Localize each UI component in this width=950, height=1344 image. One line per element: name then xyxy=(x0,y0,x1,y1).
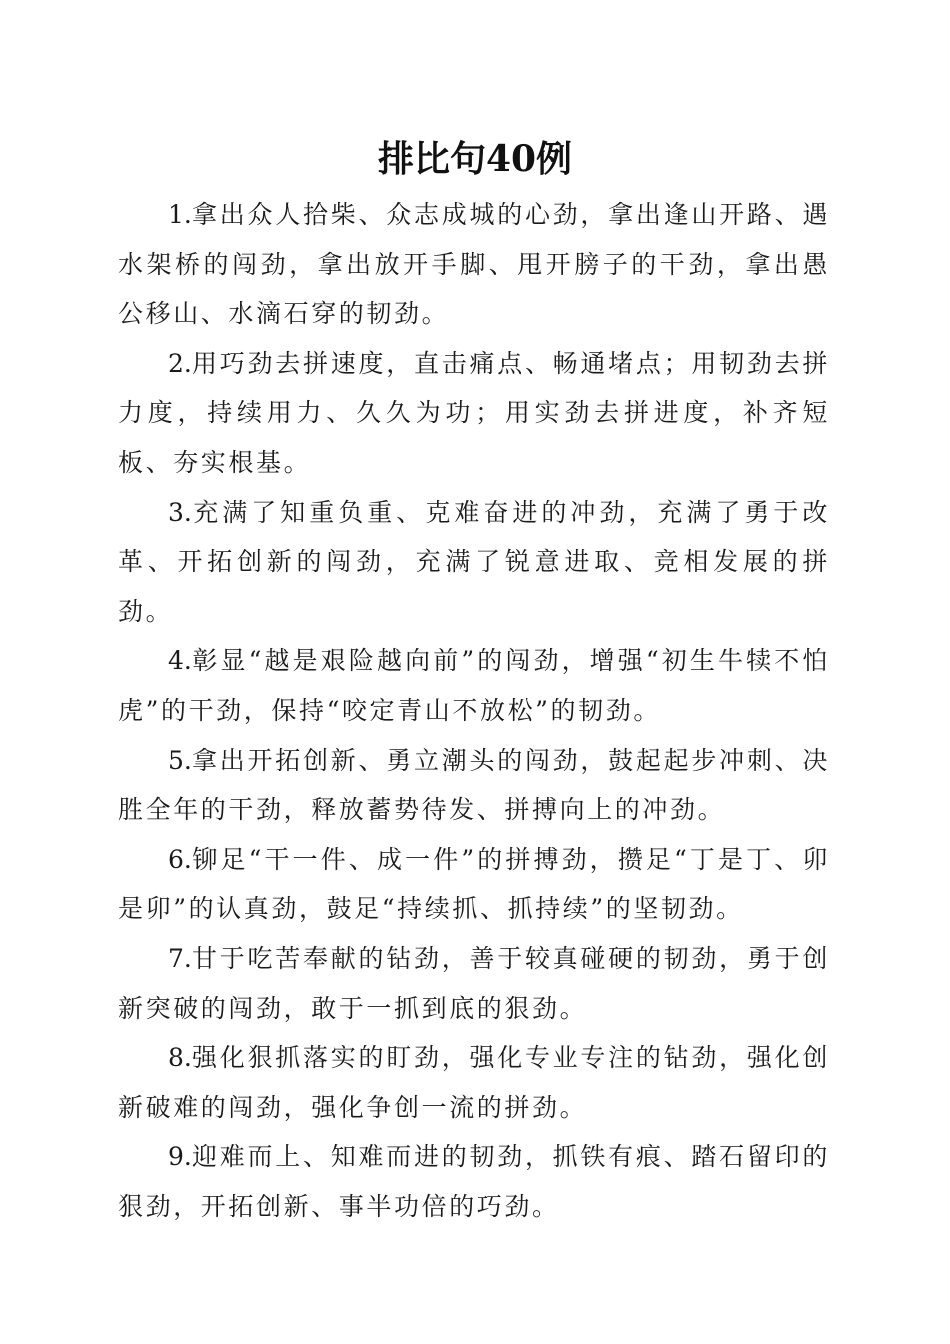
paragraph-text: 彰显“越是艰险越向前”的闯劲，增强“初生牛犊不怕虎”的干劲，保持“咬定青山不放松”的韧劲。 xyxy=(118,646,830,725)
paragraph-number: 8. xyxy=(168,1043,192,1073)
paragraph-number: 3. xyxy=(168,497,192,527)
paragraph-text: 甘于吃苦奉献的钻劲，善于较真碰硬的韧劲，勇于创新突破的闯劲，敢于一抓到底的狠劲。 xyxy=(118,943,830,1023)
paragraph-number: 7. xyxy=(168,943,192,973)
paragraph-text: 拿出众人拾柴、众志成城的心劲，拿出逢山开路、遇水架桥的闯劲，拿出放开手脚、甩开膀子的干劲，拿出愚公移山、水滴石穿的韧劲。 xyxy=(118,200,830,329)
paragraph-number: 2. xyxy=(168,348,192,378)
paragraph-9 xyxy=(118,1132,830,1231)
paragraph-text: 拿出开拓创新、勇立潮头的闯劲，鼓起起步冲刺、决胜全年的干劲，释放蓄势待发、拼搏向上的冲劲。 xyxy=(118,745,830,825)
paragraph-text: 强化狠抓落实的盯劲，强化专业专注的钻劲，强化创新破难的闯劲，强化争创一流的拼劲。 xyxy=(118,1043,830,1122)
document-body xyxy=(118,190,830,1231)
paragraph-text: 用巧劲去拼速度，直击痛点、畅通堵点；用韧劲去拼力度，持续用力、久久为功；用实劲去拼进度，补齐短板、夯实根基。 xyxy=(118,348,830,477)
paragraph-number: 6. xyxy=(168,844,192,874)
paragraph-3 xyxy=(118,488,830,637)
paragraph-text: 铆足“干一件、成一件”的拼搏劲，攒足“丁是丁、卯是卯”的认真劲，鼓足“持续抓、抓持续”的坚韧劲。 xyxy=(118,844,830,924)
paragraph-number: 4. xyxy=(168,646,192,676)
paragraph-number: 1. xyxy=(168,200,192,229)
paragraph-8 xyxy=(118,1033,830,1132)
paragraph-text: 充满了知重负重、克难奋进的冲劲，充满了勇于改革、开拓创新的闯劲，充满了锐意进取、竞相发展的拼劲。 xyxy=(118,497,830,626)
paragraph-number: 9. xyxy=(168,1142,192,1172)
paragraph-5 xyxy=(118,736,830,835)
paragraph-6 xyxy=(118,835,830,934)
paragraph-number: 5. xyxy=(168,745,192,775)
paragraph-2 xyxy=(118,339,830,488)
paragraph-7 xyxy=(118,934,830,1033)
paragraph-4 xyxy=(118,636,830,735)
document-title: 排比句40例 xyxy=(377,138,573,180)
paragraph-text: 迎难而上、知难而进的韧劲，抓铁有痕、踏石留印的狠劲，开拓创新、事半功倍的巧劲。 xyxy=(118,1142,830,1221)
paragraph-1 xyxy=(118,190,830,339)
